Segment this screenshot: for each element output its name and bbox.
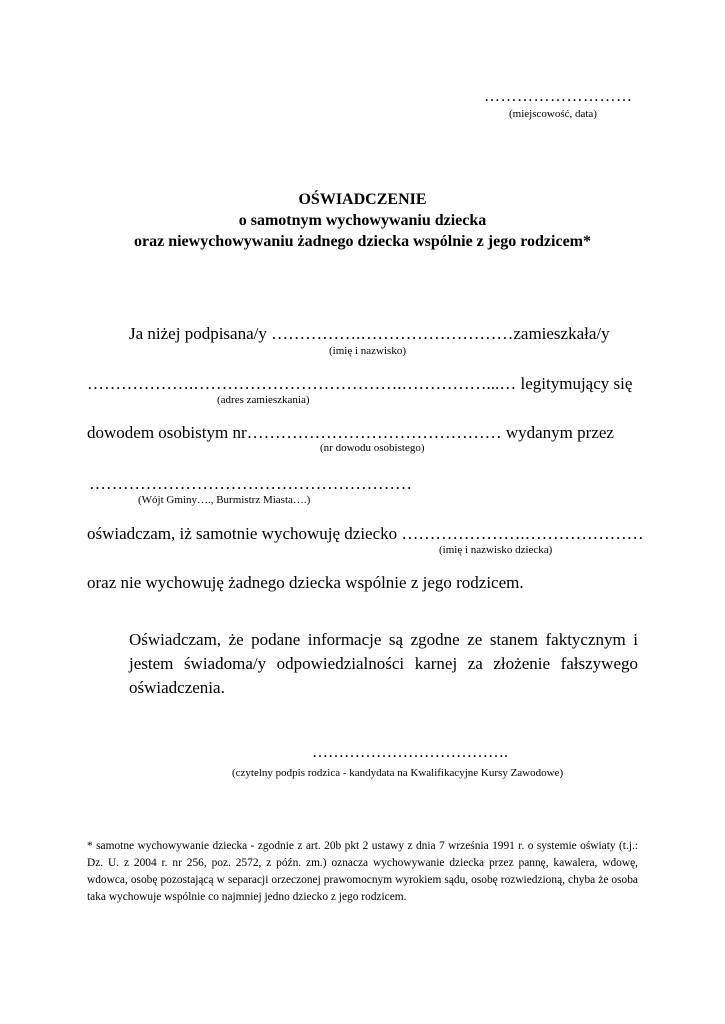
footnote: * samotne wychowywanie dziecka - zgodnie z art. 20b pkt 2 ustawy z dnia 7 września 1991 r. o systemie oświaty (t.j.: Dz. U. z 2004 r. nr 256, poz. 2572, z późn. zm.) oznacza wychowywanie dziecka przez pannę, kawalera, wdowę, wdowca, osobę pozostającą w separacji orzeczonej prawomocnym wyrokiem sądu, osobę rozwiedzioną, chyba że osoba taka wychowuje wspólnie co najmniej jedno dziecko z jego rodzicem. xyxy=(87,840,638,903)
document-subtitle-1: o samotnym wychowywaniu dziecka xyxy=(238,212,487,229)
issuer-caption: (Wójt Gminy…., Burmistrz Miasta….) xyxy=(138,494,311,506)
name-address-line: Ja niżej podpisana/y …………….………………………zamieszkała/y xyxy=(129,324,610,343)
signature-field: ………………………………. xyxy=(312,744,508,761)
statement-paragraph xyxy=(87,628,638,700)
child-caption: (imię i nazwisko dziecka) xyxy=(439,544,553,556)
place-date-caption: (miejscowość, data) xyxy=(509,108,597,120)
address-caption: (adres zamieszkania) xyxy=(217,394,310,406)
child-line: oświadczam, iż samotnie wychowuję dziecko ………………….………………… xyxy=(87,524,644,543)
id-card-line: dowodem osobistym nr……………………………………… wydanym przez xyxy=(87,423,614,442)
id-card-caption: (nr dowodu osobistego) xyxy=(320,442,425,454)
place-date-field: ……………………… xyxy=(484,88,633,105)
issuer-line: ………………………………………………… xyxy=(89,474,412,493)
signature-caption: (czytelny podpis rodzica - kandydata na Kwalifikacyjne Kursy Zawodowe) xyxy=(232,767,564,779)
declaration-line: oraz nie wychowuję żadnego dziecka wspólnie z jego rodzicem. xyxy=(87,573,524,592)
document-title: OŚWIADCZENIE xyxy=(298,191,427,208)
statement-text: Oświadczam, że podane informacje są zgodne ze stanem faktycznym i jestem świadoma/y odpowiedzialności karnej za złożenie fałszywego oświadczenia. xyxy=(129,630,638,697)
address-line: ……………….……………………………….……………...… legitymujący się xyxy=(87,374,633,393)
document-subtitle-2: oraz niewychowywaniu żadnego dziecka wspólnie z jego rodzicem* xyxy=(134,233,591,250)
name-caption: (imię i nazwisko) xyxy=(329,345,406,357)
